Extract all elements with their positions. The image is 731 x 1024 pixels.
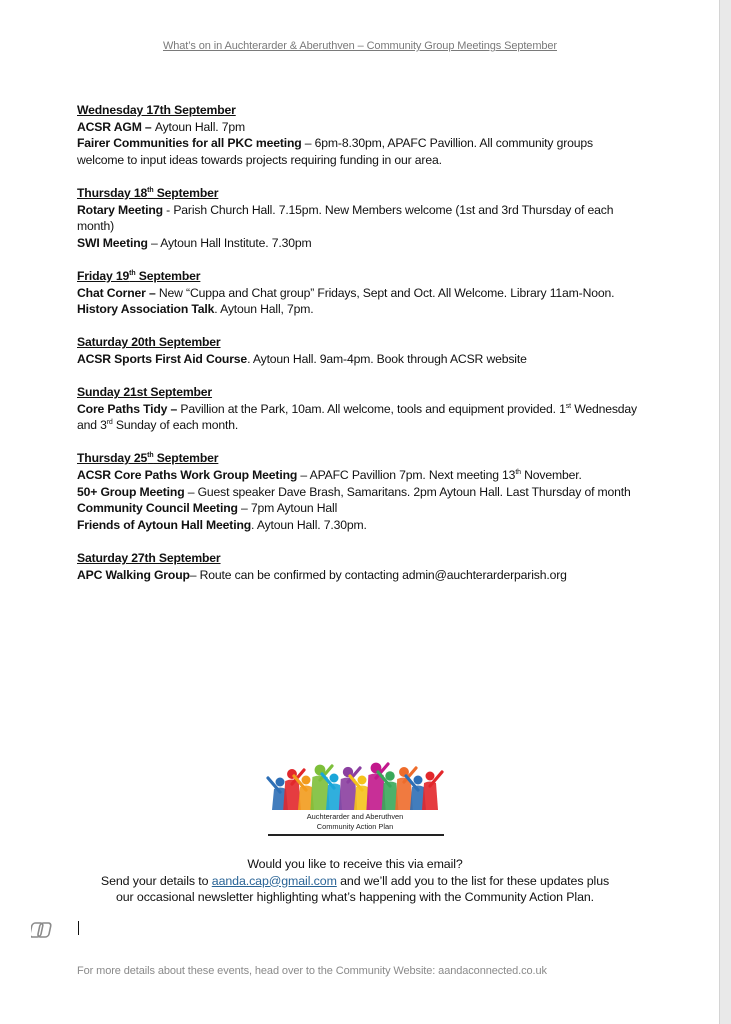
email-question: Would you like to receive this via email? (247, 857, 463, 871)
event-entry (77, 119, 637, 136)
date-text: Sunday 21st September (77, 385, 213, 400)
email-link[interactable]: aanda.cap@gmail.com (211, 873, 337, 888)
event-day-section (77, 384, 637, 434)
event-day-section (77, 334, 637, 367)
logo-underline (268, 834, 444, 836)
event-detail: – Guest speaker Dave Brash, Samaritans. 2pm Aytoun Hall. Last Thursday of month (184, 484, 631, 499)
event-title: Core Paths Tidy – (77, 401, 181, 416)
date-text: Thursday 25 (77, 451, 148, 466)
event-title: ACSR Core Paths Work Group Meeting (77, 468, 298, 483)
event-entry (77, 567, 637, 584)
event-day-section (77, 268, 637, 318)
event-entry (77, 467, 637, 484)
event-detail: – 7pm Aytoun Hall (237, 501, 338, 516)
event-detail: Aytoun Hall. 7pm (154, 119, 245, 134)
event-date-heading (77, 268, 637, 285)
logo-caption (266, 812, 444, 832)
date-text: Wednesday 17th September (77, 103, 236, 117)
event-detail: – APAFC Pavillion 7pm. Next meeting 13 (297, 468, 516, 483)
event-entry (77, 500, 637, 517)
email-signup-text (0, 856, 710, 906)
event-day-section (77, 102, 637, 168)
event-day-section (77, 450, 637, 533)
event-date-heading (77, 334, 637, 351)
date-ordinal: th (147, 186, 154, 194)
email-pre: Send your details to (100, 873, 212, 888)
event-title: ACSR Sports First Aid Course (77, 351, 248, 366)
event-entry (77, 301, 637, 318)
date-text: Saturday 27th September (77, 551, 221, 566)
date-ordinal: th (129, 269, 136, 277)
event-title: History Association Talk (77, 302, 215, 317)
date-text: September (153, 451, 219, 466)
page-footer: For more details about these events, head over to the Community Website: aandaconnected.co.uk (77, 965, 547, 977)
event-entry (77, 517, 637, 534)
email-line-3: our occasional newsletter highlighting what’s happening with the Community Action Plan. (115, 890, 595, 905)
text-cursor[interactable] (78, 921, 79, 935)
event-title: Friends of Aytoun Hall Meeting (77, 517, 252, 532)
event-date-heading (77, 450, 637, 467)
event-detail: . Aytoun Hall. 7.30pm. (251, 517, 367, 532)
event-entry (77, 202, 637, 235)
event-detail: Sunday of each month. (112, 418, 239, 433)
logo-line-1: Auchterarder and Aberuthven (306, 812, 404, 821)
date-text: Thursday 18 (77, 185, 148, 200)
event-detail: . Aytoun Hall. 9am-4pm. Book through ACSR website (247, 351, 527, 366)
event-title: 50+ Group Meeting (77, 484, 185, 499)
event-detail: st (565, 402, 571, 410)
event-date-heading (77, 102, 637, 119)
event-title: Rotary Meeting (77, 202, 163, 217)
event-detail: November. (520, 468, 582, 483)
events-list (77, 102, 637, 600)
date-text: September (153, 185, 219, 200)
email-line-2 (0, 873, 710, 890)
event-detail: . Aytoun Hall, 7pm. (214, 302, 314, 317)
event-detail: th (515, 469, 521, 476)
event-title: SWI Meeting (77, 235, 148, 250)
logo-figure (422, 772, 442, 811)
event-detail: New “Cuppa and Chat group” Fridays, Sept and Oct. All Welcome. Library 11am-Noon. (158, 285, 615, 300)
event-entry (77, 401, 637, 434)
event-entry (77, 351, 637, 368)
logo-figures-icon (266, 752, 446, 812)
event-detail: Wednesday and 3 (77, 401, 637, 433)
event-entry (77, 285, 637, 302)
event-title: Fairer Communities for all PKC meeting (77, 136, 302, 151)
event-entry (77, 484, 637, 501)
event-entry (77, 235, 637, 252)
event-day-section (77, 550, 637, 583)
logo-line-2: Community Action Plan (316, 822, 394, 831)
event-detail: – 6pm-8.30pm, APAFC Pavillion. All community groups welcome to input ideas towards projects requiring funding in our area. (77, 136, 593, 167)
event-detail: Pavillion at the Park, 10am. All welcome, tools and equipment provided. 1 (180, 401, 566, 416)
event-date-heading (77, 185, 637, 202)
date-ordinal: th (147, 452, 154, 460)
event-title: Community Council Meeting (77, 501, 238, 516)
event-entry (77, 135, 637, 168)
date-text: September (135, 268, 201, 283)
email-post: and we’ll add you to the list for these updates plus (336, 873, 610, 888)
event-title: APC Walking Group (77, 567, 190, 582)
window-edge (719, 0, 731, 1024)
event-detail: - Parish Church Hall. 7.15pm. New Members welcome (1st and 3rd Thursday of each month) (77, 202, 614, 234)
copilot-icon[interactable] (31, 920, 53, 940)
date-text: Friday 19 (77, 268, 130, 283)
event-detail: – Aytoun Hall Institute. 7.30pm (147, 235, 312, 250)
event-title: Chat Corner – (77, 285, 159, 300)
event-title: ACSR AGM – (77, 119, 155, 134)
event-date-heading (77, 384, 637, 401)
event-detail: – Route can be confirmed by contacting admin@auchterarderparish.org (189, 567, 567, 582)
community-action-plan-logo (266, 752, 446, 837)
event-day-section (77, 185, 637, 251)
page-header: What’s on in Auchterarder & Aberuthven – Community Group Meetings September (162, 40, 557, 52)
date-text: Saturday 20th September (77, 335, 221, 350)
event-detail: rd (106, 419, 113, 427)
event-date-heading (77, 550, 637, 567)
